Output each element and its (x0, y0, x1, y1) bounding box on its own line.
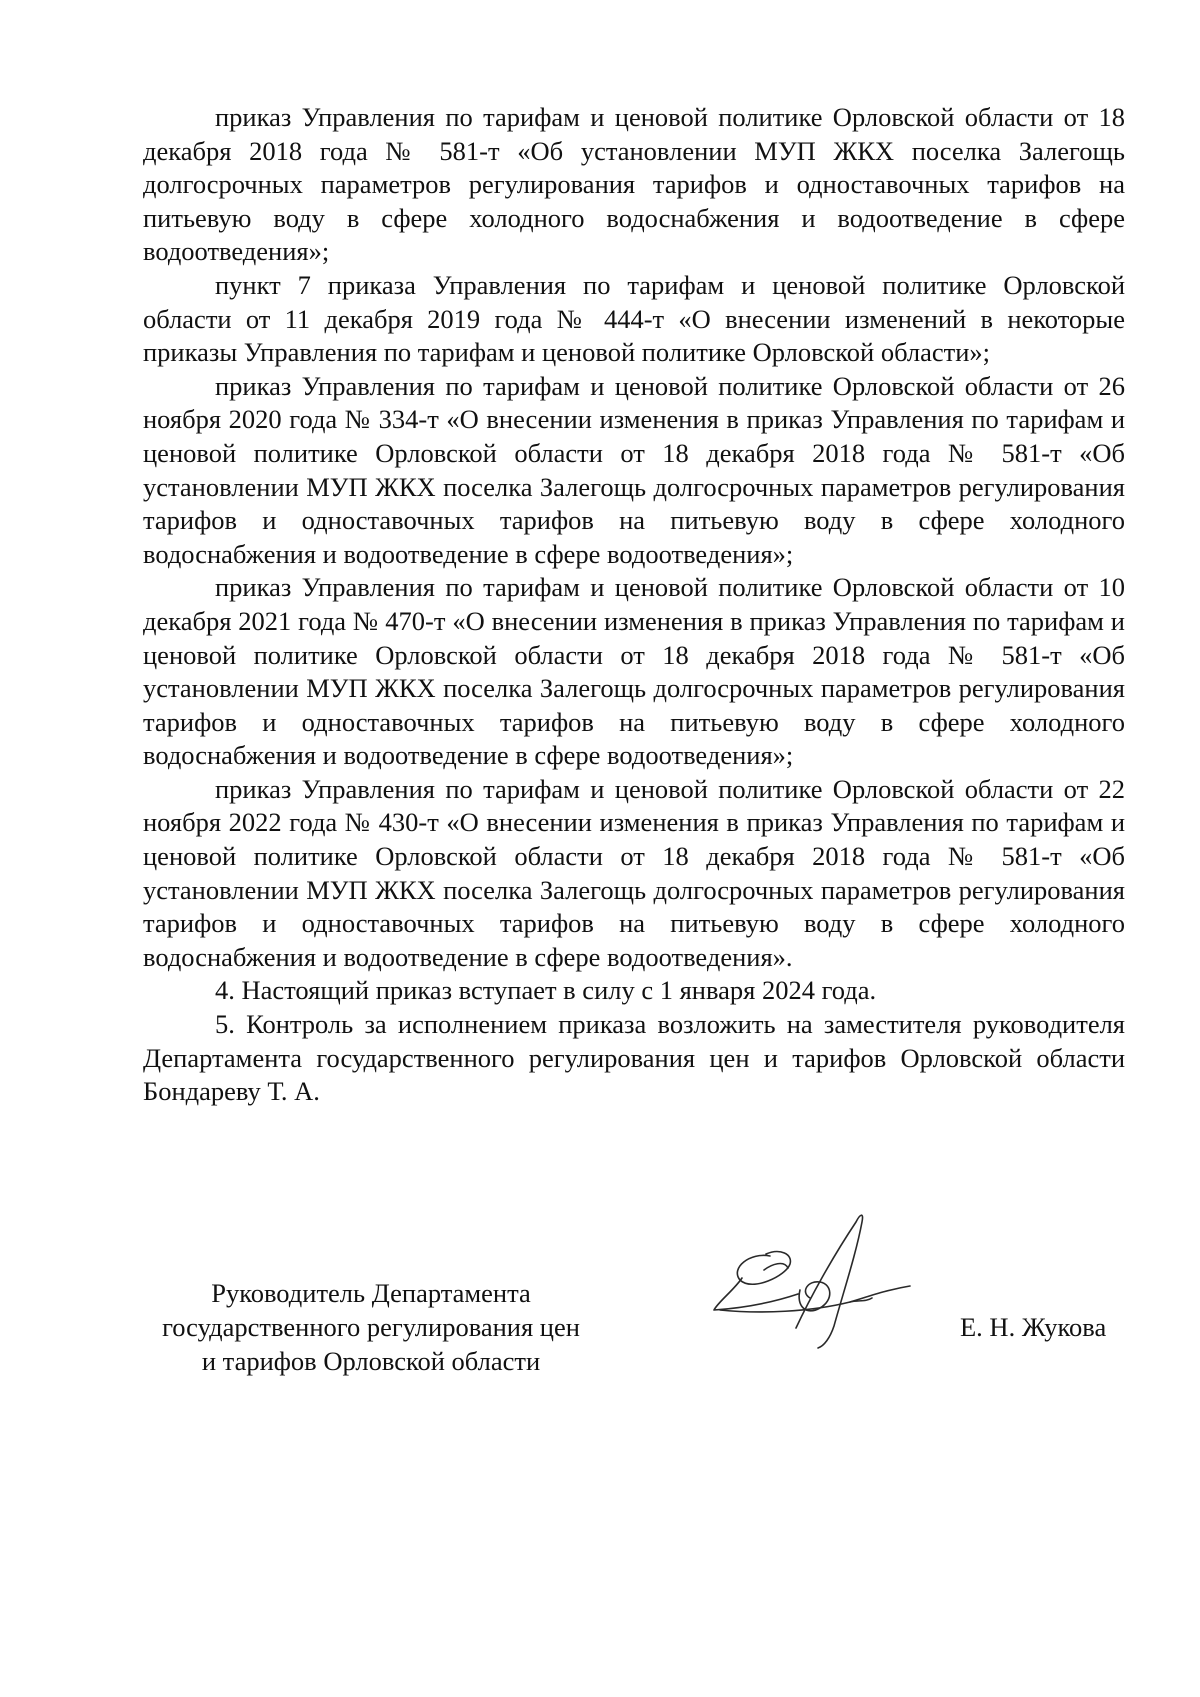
document-body (143, 101, 1125, 1109)
signatory-name: Е. Н. Жукова (960, 1312, 1107, 1342)
paragraph-order-334: приказ Управления по тарифам и ценовой политике Орловской области от 26 ноября 2020 года № 334-т «О внесении изменения в приказ Управления по тарифам и ценовой политике Орловской области от 18 декабря 2018 года № 581-т «Об установлении МУП ЖКХ поселка Залегощь долгосрочных параметров регулирования тарифов и одноставочных тарифов на питьевую воду в сфере холодного водоснабжения и водоотведение в сфере водоотведения»; (143, 370, 1125, 569)
paragraph-item-4-effective-date: 4. Настоящий приказ вступает в силу с 1 января 2024 года. (215, 975, 877, 1006)
signatory-position (136, 1276, 606, 1378)
signatory-position-line: Руководитель Департамента (211, 1278, 531, 1308)
signatory-position-line: государственного регулирования цен (162, 1312, 580, 1342)
paragraph-item-5-control: 5. Контроль за исполнением приказа возложить на заместителя руководителя Департамента государственного регулирования цен и тарифов Орловской области Бондареву Т. А. (143, 1009, 1125, 1107)
handwritten-signature (700, 1198, 940, 1368)
paragraph-order-430: приказ Управления по тарифам и ценовой политике Орловской области от 22 ноября 2022 года № 430-т «О внесении изменения в приказ Управления по тарифам и ценовой политике Орловской области от 18 декабря 2018 года № 581-т «Об установлении МУП ЖКХ поселка Залегощь долгосрочных параметров регулирования тарифов и одноставочных тарифов на питьевую воду в сфере холодного водоснабжения и водоотведение в сфере водоотведения». (143, 773, 1125, 972)
paragraph-order-581: приказ Управления по тарифам и ценовой политике Орловской области от 18 декабря 2018 года № 581-т «Об установлении МУП ЖКХ поселка Залегощь долгосрочных параметров регулирования тарифов и одноставочных тарифов на питьевую воду в сфере холодного водоснабжения и водоотведение в сфере водоотведения»; (143, 102, 1125, 267)
paragraph-order-444-item-7: пункт 7 приказа Управления по тарифам и ценовой политике Орловской области от 11 декабря 2019 года № 444-т «О внесении изменений в некоторые приказы Управления по тарифам и ценовой политике Орловской области»; (143, 269, 1125, 368)
paragraph-order-470: приказ Управления по тарифам и ценовой политике Орловской области от 10 декабря 2021 года № 470-т «О внесении изменения в приказ Управления по тарифам и ценовой политике Орловской области от 18 декабря 2018 года № 581-т «Об установлении МУП ЖКХ поселка Залегощь долгосрочных параметров регулирования тарифов и одноставочных тарифов на питьевую воду в сфере холодного водоснабжения и водоотведение в сфере водоотведения»; (143, 572, 1125, 771)
signatory-position-line: и тарифов Орловской области (201, 1346, 541, 1376)
